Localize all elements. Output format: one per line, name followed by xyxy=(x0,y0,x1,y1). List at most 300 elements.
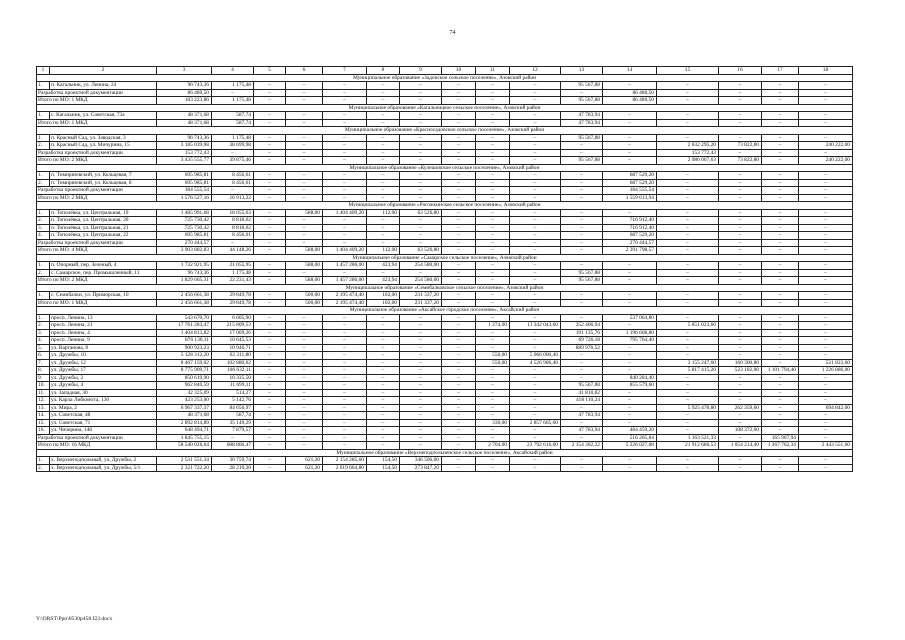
table-cell: – xyxy=(400,344,442,352)
table-cell: – xyxy=(286,224,323,232)
table-cell: – xyxy=(323,434,367,442)
table-row xyxy=(37,112,853,120)
table-cell: – xyxy=(286,382,323,390)
table-cell: – xyxy=(254,194,286,202)
table-cell: – xyxy=(799,427,853,435)
table-cell: – xyxy=(400,112,442,120)
table-cell: – xyxy=(719,412,762,420)
table-cell: ул. Карла Либкнехта, 130 xyxy=(50,397,157,405)
table-cell: 621,20 xyxy=(286,464,323,472)
table-cell: 96 743,36 xyxy=(157,269,212,277)
section-title: Муниципальное образование «Семибалковское сельское поселение», Азовский район xyxy=(37,284,853,292)
table-cell: – xyxy=(762,149,799,157)
table-cell: 153 772,43 xyxy=(157,149,212,157)
table-cell: 1. xyxy=(37,314,50,322)
table-cell: – xyxy=(510,82,561,90)
table-cell: – xyxy=(442,337,476,345)
header-cell: 11 xyxy=(476,67,510,75)
table-cell: 543 670,70 xyxy=(157,314,212,322)
table-cell: – xyxy=(799,457,853,465)
table-cell: – xyxy=(603,352,657,360)
table-cell: 1 457 286,00 xyxy=(323,277,367,285)
table-cell: 4. xyxy=(37,232,50,240)
table-cell: – xyxy=(603,404,657,412)
table-cell: – xyxy=(799,299,853,307)
table-cell: – xyxy=(442,239,476,247)
table-cell: 855 579,60 xyxy=(603,382,657,390)
table-cell: – xyxy=(657,247,719,255)
section-title: Муниципальное образование «Аксайское городское поселение», Аксайский район xyxy=(37,307,853,315)
table-cell: – xyxy=(799,397,853,405)
table-row xyxy=(37,134,853,142)
table-cell: – xyxy=(719,352,762,360)
table-row xyxy=(37,374,853,382)
table-cell: – xyxy=(476,149,510,157)
table-cell: ул. Дружбы, 2 xyxy=(50,374,157,382)
table-cell: – xyxy=(510,194,561,202)
table-cell: – xyxy=(561,239,603,247)
table-cell: 7 879,57 xyxy=(212,427,254,435)
table-cell: – xyxy=(323,404,367,412)
table-cell: – xyxy=(762,217,799,225)
table-cell: – xyxy=(254,247,286,255)
table-row xyxy=(37,172,853,180)
table-cell: 47 783,94 xyxy=(561,119,603,127)
table-cell: – xyxy=(400,322,442,330)
table-cell: – xyxy=(476,412,510,420)
table-cell: – xyxy=(510,292,561,300)
row-label: Разработка проектной документации xyxy=(37,434,157,442)
table-cell: – xyxy=(799,329,853,337)
table-cell: 3 435 555,77 xyxy=(157,157,212,165)
table-cell: – xyxy=(762,179,799,187)
table-cell: – xyxy=(367,329,400,337)
table-cell: 1 101 794,40 xyxy=(762,367,799,375)
table-cell: – xyxy=(799,172,853,180)
table-cell: – xyxy=(561,217,603,225)
table-cell: 423,94 xyxy=(367,277,400,285)
table-cell: – xyxy=(323,419,367,427)
row-label: Итого по МО: 4 МКД xyxy=(37,247,157,255)
table-cell: – xyxy=(762,337,799,345)
table-cell: – xyxy=(323,412,367,420)
table-cell: – xyxy=(762,209,799,217)
table-cell: ул. Дружбы, 17 xyxy=(50,367,157,375)
table-cell: – xyxy=(510,337,561,345)
table-cell: – xyxy=(286,134,323,142)
table-cell: – xyxy=(603,277,657,285)
table-cell: 1 196 608,80 xyxy=(603,329,657,337)
table-cell: – xyxy=(561,457,603,465)
table-cell: – xyxy=(442,134,476,142)
table-cell: 1 274,00 xyxy=(476,322,510,330)
table-cell: 1 175,48 xyxy=(212,82,254,90)
header-cell: 18 xyxy=(799,67,853,75)
table-cell: – xyxy=(561,187,603,195)
table-cell: 38 699,98 xyxy=(212,142,254,150)
table-cell: – xyxy=(762,112,799,120)
table-cell: – xyxy=(719,262,762,270)
table-row xyxy=(37,434,853,442)
table-cell: – xyxy=(254,389,286,397)
table-cell: – xyxy=(254,427,286,435)
table-cell: 12. xyxy=(37,397,50,405)
table-cell: 900 923,23 xyxy=(157,344,212,352)
table-cell: – xyxy=(603,269,657,277)
table-cell: – xyxy=(400,389,442,397)
table-cell: – xyxy=(254,337,286,345)
table-row xyxy=(37,389,853,397)
table-cell: 1 485 991,68 xyxy=(157,209,212,217)
table-row xyxy=(37,404,853,412)
table-cell: 21 912 686,53 xyxy=(657,442,719,450)
table-cell: – xyxy=(657,382,719,390)
table-cell: – xyxy=(762,389,799,397)
table-row xyxy=(37,329,853,337)
table-row xyxy=(37,194,853,202)
table-cell: – xyxy=(719,389,762,397)
header-cell: 5 xyxy=(254,67,286,75)
table-cell: 15. xyxy=(37,419,50,427)
table-cell: – xyxy=(367,382,400,390)
table-row xyxy=(37,352,853,360)
table-cell: – xyxy=(254,292,286,300)
table-cell: – xyxy=(323,82,367,90)
table-cell: – xyxy=(323,157,367,165)
table-cell: 48 371,68 xyxy=(157,412,212,420)
table-cell: – xyxy=(323,179,367,187)
table-cell: – xyxy=(603,457,657,465)
header-cell: 2 xyxy=(50,67,157,75)
table-cell: – xyxy=(561,434,603,442)
table-cell: – xyxy=(400,427,442,435)
table-cell: ул. Чичерина, 148 xyxy=(50,427,157,435)
table-cell: – xyxy=(254,157,286,165)
table-cell: 73 822,80 xyxy=(719,157,762,165)
table-cell: – xyxy=(799,464,853,472)
table-cell: – xyxy=(367,149,400,157)
table-cell: 215 809,53 xyxy=(212,322,254,330)
table-cell: – xyxy=(442,397,476,405)
table-cell: 687 529,20 xyxy=(603,172,657,180)
table-cell: 1 559 613,94 xyxy=(603,194,657,202)
table-cell: – xyxy=(400,239,442,247)
table-row xyxy=(37,224,853,232)
table-cell: ул. Дружбы, 12 xyxy=(50,359,157,367)
table-cell: 2. xyxy=(37,217,50,225)
table-cell: 688 866,47 xyxy=(212,442,254,450)
section-title: Муниципальное образование «Самарское сельское поселение», Азовский район xyxy=(37,254,853,262)
table-cell: 2 456 661,38 xyxy=(157,299,212,307)
table-cell: – xyxy=(286,179,323,187)
table-row xyxy=(37,442,853,450)
table-cell: – xyxy=(799,389,853,397)
table-row xyxy=(37,367,853,375)
table-cell: – xyxy=(719,337,762,345)
table-cell: 1 845 755,15 xyxy=(157,434,212,442)
table-cell: 588,00 xyxy=(286,209,323,217)
table-cell: – xyxy=(657,179,719,187)
table-cell: – xyxy=(561,374,603,382)
table-cell: – xyxy=(657,329,719,337)
table-cell: – xyxy=(323,442,367,450)
table-cell: – xyxy=(799,434,853,442)
table-cell: 240 222,00 xyxy=(799,157,853,165)
table-cell: – xyxy=(400,134,442,142)
table-cell: 28 210,20 xyxy=(212,464,254,472)
table-cell: – xyxy=(400,419,442,427)
table-cell: 8 818,02 xyxy=(212,217,254,225)
table-cell: – xyxy=(323,427,367,435)
table-cell: – xyxy=(603,292,657,300)
table-cell: – xyxy=(476,404,510,412)
table-cell: – xyxy=(762,134,799,142)
table-row xyxy=(37,337,853,345)
table-cell: – xyxy=(657,457,719,465)
table-cell: – xyxy=(442,89,476,97)
table-cell: – xyxy=(603,149,657,157)
table-cell: – xyxy=(719,194,762,202)
table-cell: – xyxy=(442,82,476,90)
table-cell: 8 467 159,02 xyxy=(157,359,212,367)
table-cell: – xyxy=(367,404,400,412)
table-cell: – xyxy=(476,344,510,352)
table-cell: 1 404 409,20 xyxy=(323,209,367,217)
row-label: Итого по МО: 1 МКД xyxy=(37,299,157,307)
table-cell: – xyxy=(254,412,286,420)
table-cell: – xyxy=(323,89,367,97)
table-cell: 725 730,42 xyxy=(157,217,212,225)
table-cell: – xyxy=(367,367,400,375)
table-cell: – xyxy=(442,427,476,435)
table-cell: – xyxy=(657,374,719,382)
table-cell: – xyxy=(657,412,719,420)
table-cell: 2 986 067,63 xyxy=(657,157,719,165)
table-cell: 889 976,52 xyxy=(561,344,603,352)
table-cell: – xyxy=(442,299,476,307)
table-cell: – xyxy=(400,314,442,322)
table-cell: – xyxy=(400,397,442,405)
table-cell: – xyxy=(476,239,510,247)
table-row xyxy=(37,157,853,165)
table-cell: – xyxy=(561,352,603,360)
table-cell: 418 110,24 xyxy=(561,397,603,405)
table-cell: – xyxy=(286,269,323,277)
table-cell: – xyxy=(476,314,510,322)
table-cell: 8. xyxy=(37,367,50,375)
table-cell: 725 730,42 xyxy=(157,224,212,232)
table-cell: – xyxy=(400,142,442,150)
table-cell: – xyxy=(367,224,400,232)
table-cell: – xyxy=(719,82,762,90)
table-cell: – xyxy=(400,442,442,450)
table-cell: 2. xyxy=(37,142,50,150)
table-cell: – xyxy=(367,134,400,142)
table-row xyxy=(37,382,853,390)
table-cell: 47 783,94 xyxy=(561,412,603,420)
table-cell: – xyxy=(442,374,476,382)
row-label: Разработка проектной документации xyxy=(37,239,157,247)
table-cell: – xyxy=(323,389,367,397)
table-cell: 39 875,46 xyxy=(212,157,254,165)
table-cell: – xyxy=(719,209,762,217)
table-container xyxy=(36,66,852,472)
table-cell: – xyxy=(657,119,719,127)
table-cell: – xyxy=(510,427,561,435)
table-cell: 587,74 xyxy=(212,119,254,127)
table-cell: просп. Ленина, 9 xyxy=(50,337,157,345)
table-cell: – xyxy=(561,179,603,187)
table-cell: – xyxy=(367,172,400,180)
table-cell: – xyxy=(657,314,719,322)
table-cell: 84 656,97 xyxy=(212,404,254,412)
table-cell: – xyxy=(762,404,799,412)
table-cell: – xyxy=(476,427,510,435)
table-cell: – xyxy=(510,209,561,217)
table-cell: – xyxy=(323,217,367,225)
table-cell: – xyxy=(254,82,286,90)
table-cell: – xyxy=(719,269,762,277)
table-cell: – xyxy=(367,434,400,442)
table-cell: – xyxy=(762,262,799,270)
section-header-row xyxy=(37,164,853,172)
table-cell: 5 142,76 xyxy=(212,397,254,405)
table-cell: – xyxy=(254,89,286,97)
table-cell: – xyxy=(254,179,286,187)
table-cell: – xyxy=(799,314,853,322)
table-cell: – xyxy=(657,427,719,435)
table-cell: – xyxy=(254,352,286,360)
table-cell: – xyxy=(476,142,510,150)
table-cell: – xyxy=(657,419,719,427)
table-cell: – xyxy=(799,322,853,330)
table-cell: – xyxy=(323,352,367,360)
table-cell: 2. xyxy=(37,464,50,472)
table-cell: – xyxy=(367,419,400,427)
header-cell: 10 xyxy=(442,67,476,75)
table-cell: – xyxy=(400,217,442,225)
table-cell: – xyxy=(400,352,442,360)
table-cell: просп. Ленина, 21 xyxy=(50,322,157,330)
table-cell: – xyxy=(476,434,510,442)
table-cell: – xyxy=(603,119,657,127)
table-cell: – xyxy=(719,299,762,307)
table-cell: – xyxy=(400,149,442,157)
table-cell: – xyxy=(762,457,799,465)
header-cell: 7 xyxy=(323,67,367,75)
table-cell: – xyxy=(762,359,799,367)
table-cell: – xyxy=(657,194,719,202)
table-cell: – xyxy=(442,359,476,367)
header-cell: 17 xyxy=(762,67,799,75)
table-cell: – xyxy=(254,329,286,337)
table-cell: – xyxy=(657,262,719,270)
table-cell: – xyxy=(367,194,400,202)
table-row xyxy=(37,299,853,307)
table-cell: – xyxy=(657,187,719,195)
table-cell: – xyxy=(286,172,323,180)
table-cell: 96 743,36 xyxy=(157,82,212,90)
table-cell: 254 580,00 xyxy=(400,277,442,285)
table-cell: – xyxy=(254,322,286,330)
table-cell: п. Тимирязевский, ул. Кольцевая, 8 xyxy=(50,179,157,187)
table-cell: – xyxy=(400,359,442,367)
table-cell: 48 371,68 xyxy=(157,112,212,120)
section-header-row xyxy=(37,254,853,262)
table-cell: – xyxy=(476,382,510,390)
table-cell: – xyxy=(254,442,286,450)
table-cell: – xyxy=(367,427,400,435)
table-cell: 2 391 798,57 xyxy=(603,247,657,255)
table-cell: 1 404 813,82 xyxy=(157,329,212,337)
table-cell: 10 335,50 xyxy=(212,374,254,382)
table-cell: 62 311,80 xyxy=(212,352,254,360)
table-cell: 16 913,22 xyxy=(212,194,254,202)
table-cell: – xyxy=(323,97,367,105)
section-header-row xyxy=(37,449,853,457)
table-cell: – xyxy=(323,322,367,330)
table-cell: – xyxy=(254,172,286,180)
table-cell: 7. xyxy=(37,359,50,367)
row-label: Итого по МО: 2 МКД xyxy=(37,194,157,202)
table-cell: – xyxy=(510,119,561,127)
table-cell: – xyxy=(254,224,286,232)
row-label: Итого по МО: 2 МКД xyxy=(37,277,157,285)
table-cell: 550,00 xyxy=(476,352,510,360)
table-cell: 1 226 886,00 xyxy=(799,367,853,375)
table-cell: – xyxy=(442,292,476,300)
table-cell: – xyxy=(510,397,561,405)
table-cell: – xyxy=(762,194,799,202)
table-cell: – xyxy=(286,217,323,225)
table-cell: просп. Ленина, 13 xyxy=(50,314,157,322)
table-cell: – xyxy=(799,119,853,127)
table-cell: 42 325,09 xyxy=(157,389,212,397)
table-cell: 262 359,60 xyxy=(719,404,762,412)
header-cell: 6 xyxy=(286,67,323,75)
table-cell: – xyxy=(476,172,510,180)
table-cell: – xyxy=(367,359,400,367)
table-cell: – xyxy=(400,119,442,127)
table-cell: 112,00 xyxy=(367,247,400,255)
table-cell: – xyxy=(286,419,323,427)
table-cell: 29 849,78 xyxy=(212,299,254,307)
table-cell: – xyxy=(510,457,561,465)
table-cell: – xyxy=(286,194,323,202)
table-cell: 1. xyxy=(37,292,50,300)
table-cell: п. Тополёвка, ул. Центральная, 20 xyxy=(50,217,157,225)
table-cell: п. Тополёвка, ул. Центральная, 21 xyxy=(50,224,157,232)
table-cell: 2 154 302,22 xyxy=(561,442,603,450)
table-cell: 2 704,00 xyxy=(476,442,510,450)
table-cell: – xyxy=(603,464,657,472)
table-cell: – xyxy=(762,89,799,97)
table-cell: 840 284,40 xyxy=(603,374,657,382)
table-cell: – xyxy=(719,434,762,442)
table-cell: 2 832 295,20 xyxy=(657,142,719,150)
table-cell: 2 195 474,40 xyxy=(323,299,367,307)
table-cell: 695 985,81 xyxy=(157,232,212,240)
table-cell: – xyxy=(476,224,510,232)
table-cell: – xyxy=(476,367,510,375)
table-cell: – xyxy=(254,269,286,277)
table-cell: – xyxy=(657,89,719,97)
table-cell: – xyxy=(510,224,561,232)
table-cell: – xyxy=(442,442,476,450)
table-cell: – xyxy=(367,389,400,397)
table-cell: – xyxy=(476,299,510,307)
table-cell: 1. xyxy=(37,172,50,180)
